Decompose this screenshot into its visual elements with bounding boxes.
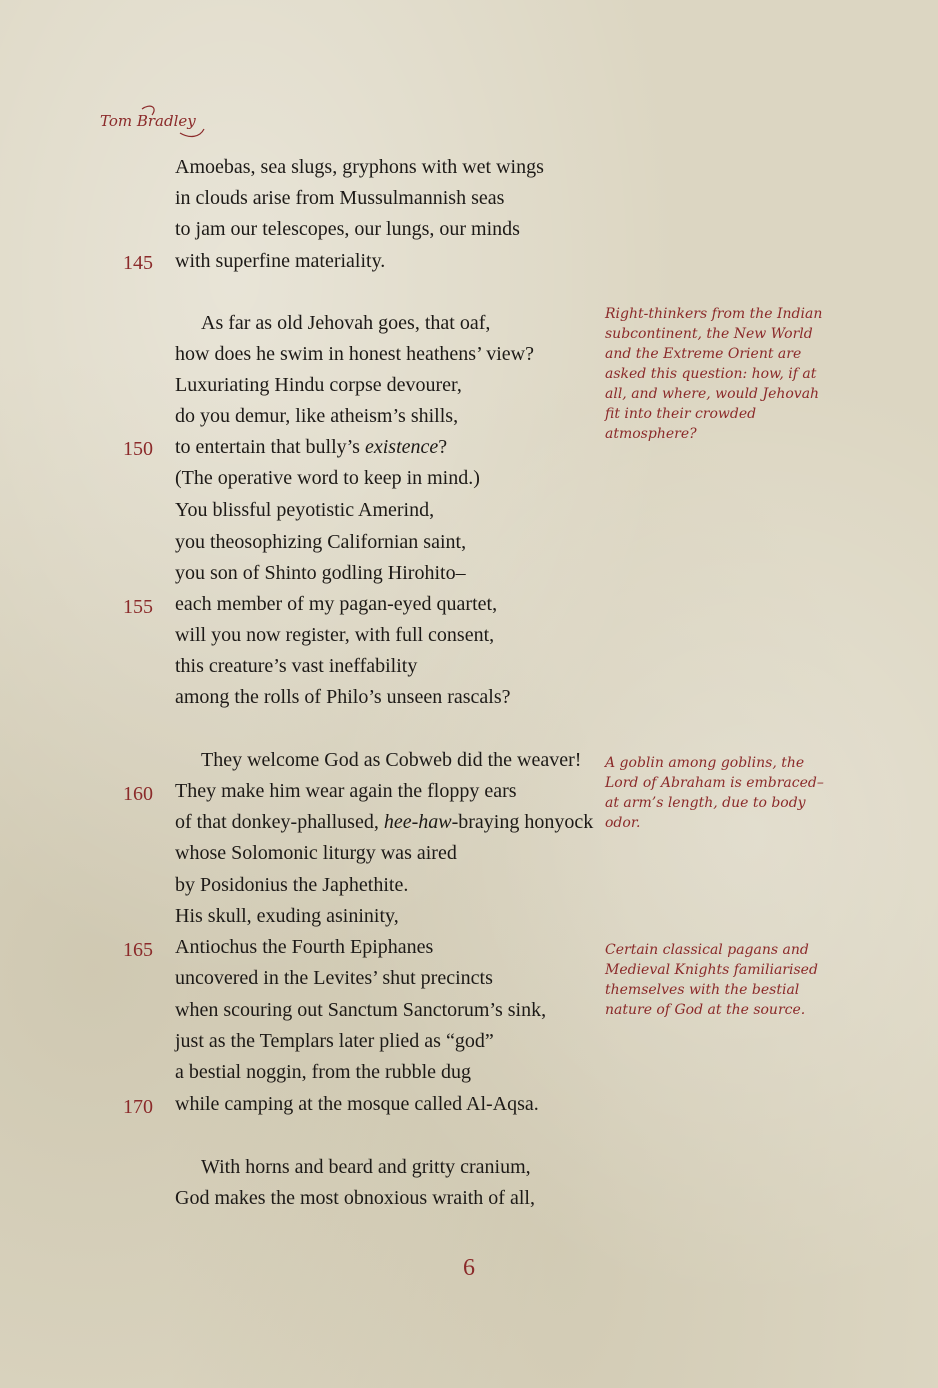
verse-line: a bestial noggin, from the rubble dug (175, 1061, 472, 1083)
verse-line: They welcome God as Cobweb did the weaver! (201, 749, 582, 771)
page-number: 6 (463, 1255, 475, 1281)
verse-line: just as the Templars later plied as “god” (175, 1030, 494, 1052)
verse-line: among the rolls of Philo’s unseen rascals? (175, 686, 511, 708)
verse-line: uncovered in the Levites’ shut precincts (175, 967, 493, 989)
verse-line: His skull, exuding asininity, (175, 905, 399, 927)
verse-line: how does he swim in honest heathens’ view? (175, 343, 534, 365)
line-number: 145 (123, 252, 153, 274)
line-number: 165 (123, 939, 153, 961)
marginal-gloss: A goblin among goblins, the Lord of Abraham is embraced–at arm’s length, due to body odor. (605, 755, 824, 831)
verse-line: this creature’s vast ineffability (175, 655, 418, 677)
verse-text: -braying honyock (451, 811, 594, 833)
verse-line: while camping at the mosque called Al-Aqsa. (175, 1093, 539, 1115)
verse-line: (The operative word to keep in mind.) (175, 467, 480, 489)
verse-line: They make him wear again the floppy ears (175, 780, 517, 802)
line-number: 150 (123, 438, 153, 460)
line-number: 155 (123, 596, 153, 618)
verse-line: each member of my pagan-eyed quartet, (175, 593, 498, 615)
verse-line: to jam our telescopes, our lungs, our minds (175, 218, 520, 240)
verse-line: by Posidonius the Japhethite. (175, 874, 409, 896)
verse-line: will you now register, with full consent, (175, 624, 495, 646)
verse-line (175, 810, 593, 834)
verse-line: Antiochus the Fourth Epiphanes (175, 936, 434, 958)
verse-line: in clouds arise from Mussulmannish seas (175, 187, 505, 209)
verse-line: whose Solomonic liturgy was aired (175, 842, 457, 864)
verse-line: Amoebas, sea slugs, gryphons with wet wings (175, 156, 544, 178)
author-running-head: Tom Bradley (100, 112, 196, 130)
verse-line: With horns and beard and gritty cranium, (201, 1156, 531, 1178)
verse-line: God makes the most obnoxious wraith of all, (175, 1187, 535, 1209)
line-number: 160 (123, 783, 153, 805)
verse-line: You blissful peyotistic Amerind, (175, 499, 435, 521)
verse-line: with superfine materiality. (175, 250, 386, 272)
marginal-gloss: Certain classical pagans and Medieval Knights familiarised themselves with the bestial nature of God at the source. (605, 942, 818, 1018)
verse-line: As far as old Jehovah goes, that oaf, (201, 312, 491, 334)
flourish-icon (100, 103, 210, 143)
line-number: 170 (123, 1096, 153, 1118)
verse-line: you son of Shinto godling Hirohito– (175, 562, 466, 584)
verse-line: you theosophizing Californian saint, (175, 531, 467, 553)
marginal-gloss: Right-thinkers from the Indian subcontinent, the New World and the Extreme Orient are asked this question: how, if at all, and where, would Jehovah fit into their crowded atmosphere? (605, 306, 823, 442)
verse-line: when scouring out Sanctum Sanctorum’s sink, (175, 999, 547, 1021)
verse-text: to entertain that bully’s (175, 436, 365, 458)
verse-line: Luxuriating Hindu corpse devourer, (175, 374, 462, 396)
emphasis-text: existence (364, 436, 439, 458)
verse-text: of that donkey-phallused, (175, 811, 384, 833)
verse-line: do you demur, like atheism’s shills, (175, 405, 459, 427)
emphasis-text: hee-haw (383, 811, 452, 833)
verse-line (175, 435, 447, 459)
verse-text: ? (438, 436, 448, 458)
